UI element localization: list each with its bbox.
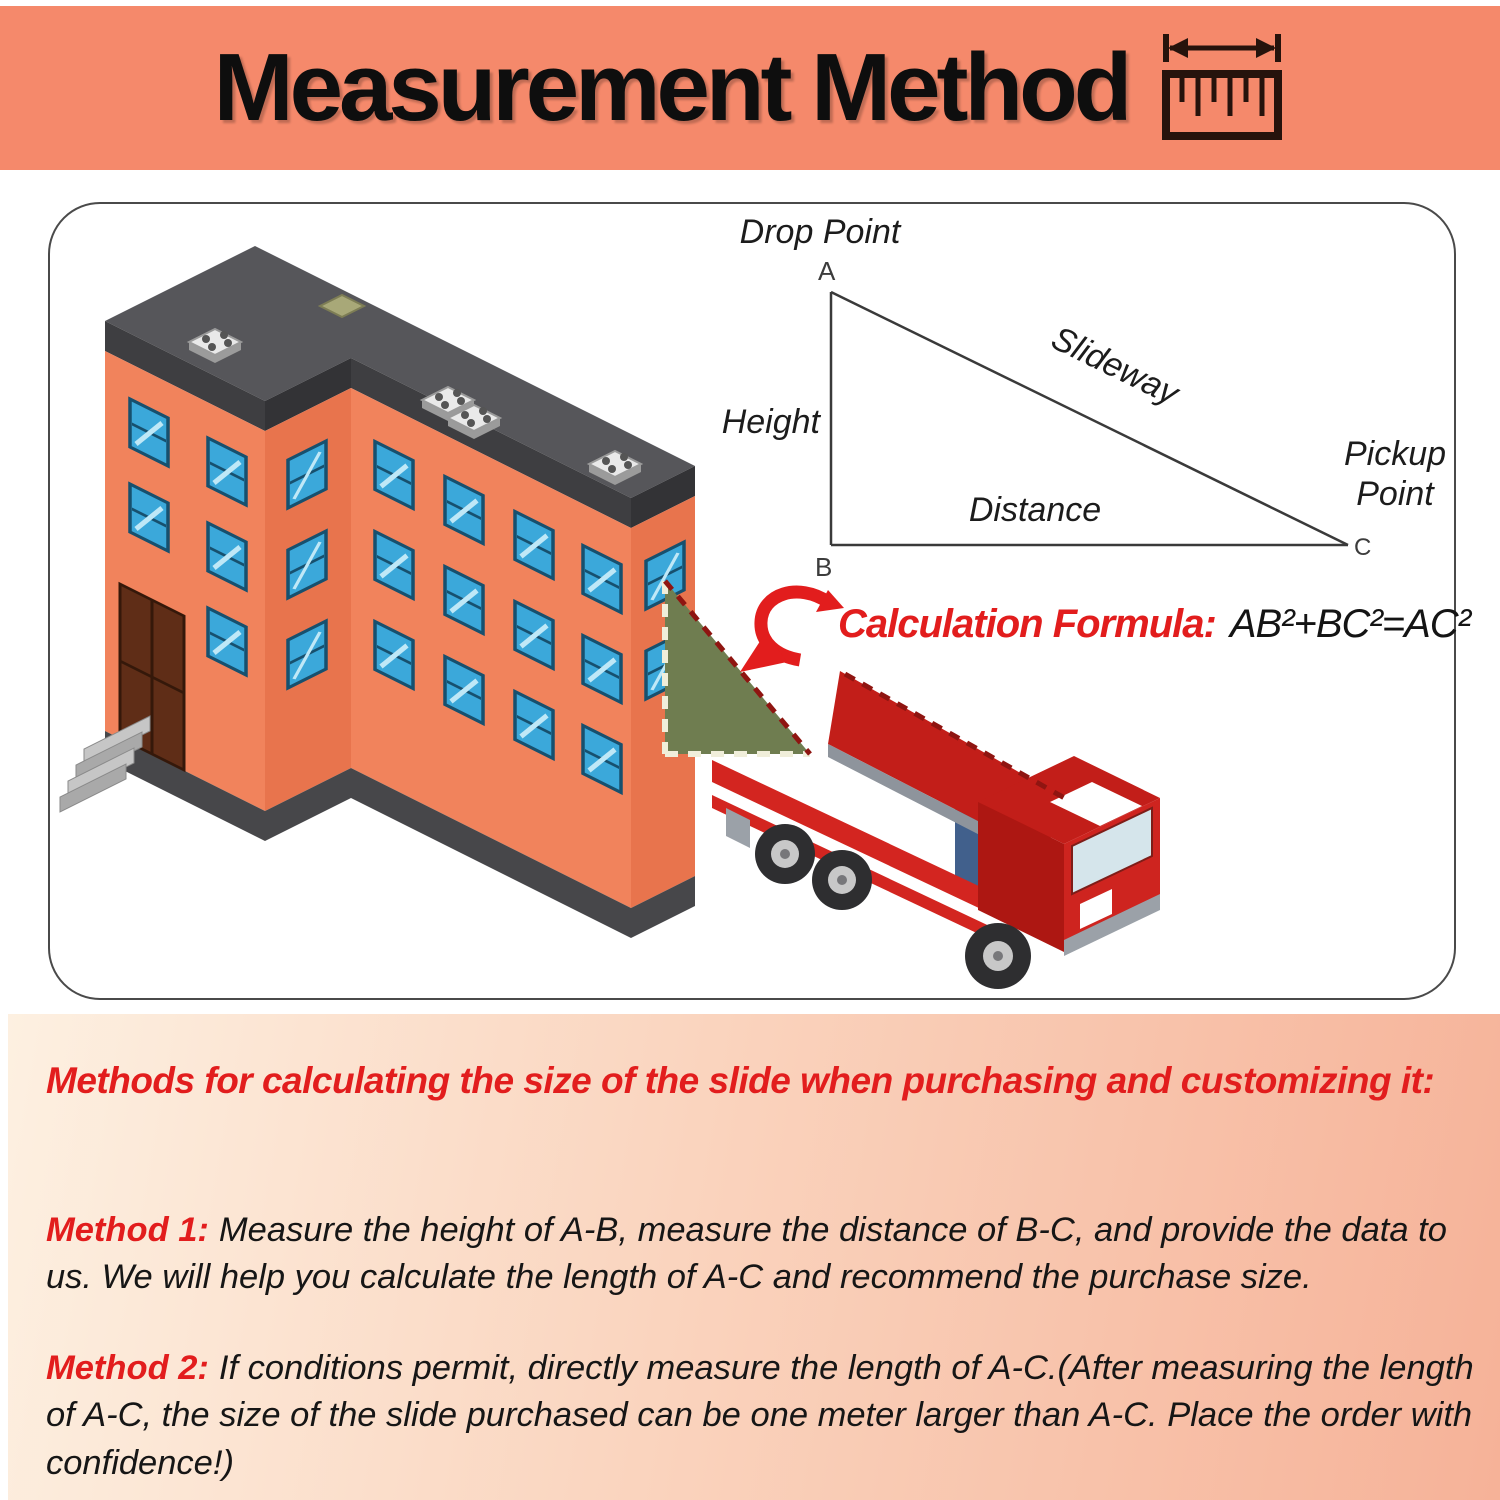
building-truck-illustration [50,204,1454,998]
method-1-text: Measure the height of A-B, measure the distance of B-C, and provide the data to us. We will help you calculate the length of A-C and recommend the purchase size. [46,1210,1447,1297]
calculation-formula [838,602,1470,647]
height-label: Height [721,403,820,441]
method-2-label: Method 2: [46,1348,209,1387]
vertex-b-label: B [815,552,833,582]
method-2-paragraph [46,1345,1476,1488]
vertex-c-label: C [1354,534,1372,561]
pickup-point-label: Pickup Point [1343,435,1447,514]
drop-point-label: Drop Point [739,213,901,251]
method-1-label: Method 1: [46,1210,209,1249]
curved-arrow-icon [740,590,844,672]
formula-label: Calculation Formula: [838,602,1216,646]
header-banner [0,6,1500,170]
method-1-paragraph [46,1207,1476,1302]
distance-label: Distance [968,491,1102,529]
slideway-label: Slideway [1045,319,1185,413]
ruler-icon [1158,30,1286,147]
slide-triangle [665,581,810,754]
methods-heading: Methods for calculating the size of the slide when purchasing and customizing it: [46,1060,1435,1101]
page-title: Measurement Method [213,34,1129,141]
building-illustration [60,246,695,988]
method-2-text: If conditions permit, directly measure the length of A-C.(After measuring the length of A-C, the size of the slide purchased can be one meter larger than A-C. Place the order with confidence!) [46,1348,1474,1482]
measurement-diagram-panel [48,202,1470,1000]
methods-section [8,1014,1500,1500]
formula-equation: AB²+BC²=AC² [1229,602,1470,646]
vertex-a-label: A [818,256,836,286]
